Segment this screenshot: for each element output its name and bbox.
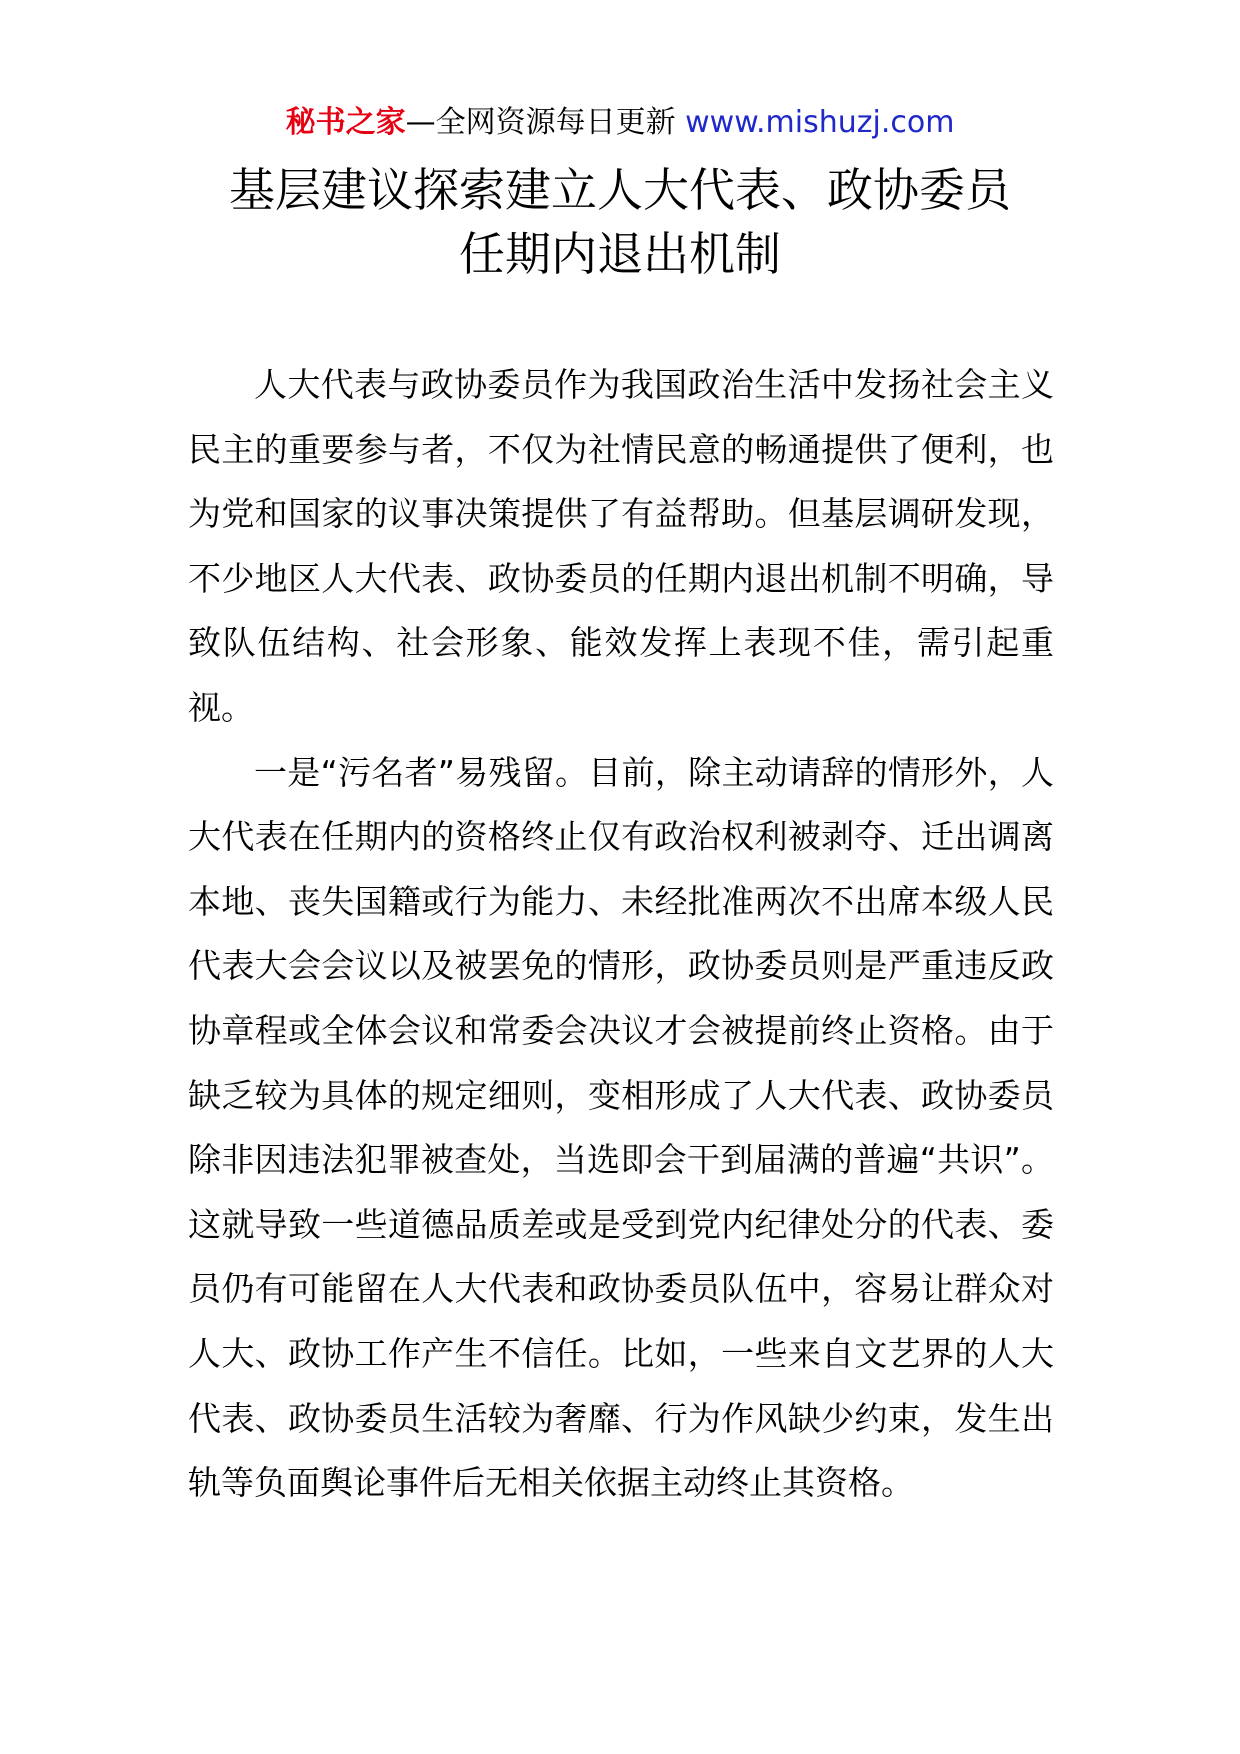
paragraph-intro: 人大代表与政协委员作为我国政治生活中发扬社会主义民主的重要参与者，不仅为社情民意的畅通提供了便利，也为党和国家的议事决策提供了有益帮助。但基层调研发现，不少地区人大代表、政协委员的任期内退出机制不明确，导致队伍结构、社会形象、能效发挥上表现不佳，需引起重视。 [188, 365, 1054, 727]
document-body [188, 353, 1054, 1516]
title-line-2: 任期内退出机制 [459, 227, 781, 281]
site-url-link[interactable]: www.mishuzj.com [685, 105, 955, 140]
brand-name: 秘书之家 [285, 105, 406, 140]
document-title [0, 158, 1240, 286]
site-header [0, 100, 1240, 146]
paragraph-point-one: 一是“污名者”易残留。目前，除主动请辞的情形外，人大代表在任期内的资格终止仅有政治权利被剥夺、迁出调离本地、丧失国籍或行为能力、未经批准两次不出席本级人民代表大会会议以及被罢免的情形，政协委员则是严重违反政协章程或全体会议和常委会决议才会被提前终止资格。由于缺乏较为具体的规定细则，变相形成了人大代表、政协委员除非因违法犯罪被查处，当选即会干到届满的普遍“共识”。这就导致一些道德品质差或是受到党内纪律处分的代表、委员仍有可能留在人大代表和政协委员队伍中，容易让群众对人大、政协工作产生不信任。比如，一些来自文艺界的人大代表、政协委员生活较为奢靡、行为作风缺少约束，发生出轨等负面舆论事件后无相关依据主动终止其资格。 [188, 752, 1054, 1503]
header-slogan: —全网资源每日更新 [405, 105, 676, 140]
title-line-1: 基层建议探索建立人大代表、政协委员 [229, 163, 1011, 217]
